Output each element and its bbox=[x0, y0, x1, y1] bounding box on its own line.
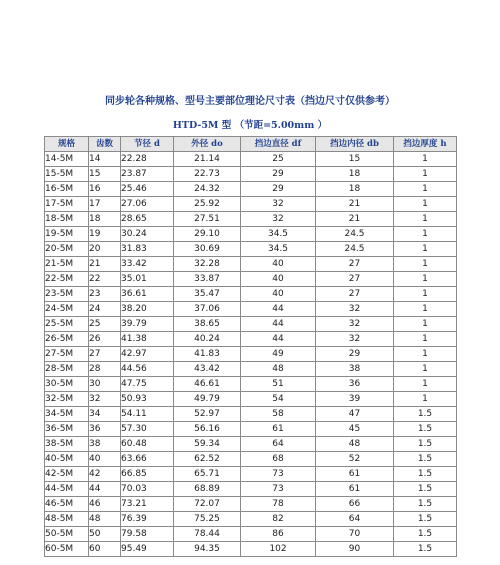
cell-spec: 48-5M bbox=[45, 512, 89, 527]
table-row bbox=[45, 422, 457, 437]
table-row bbox=[45, 272, 457, 287]
table-row bbox=[45, 212, 457, 227]
cell-teeth: 28 bbox=[89, 362, 121, 377]
cell-outer-dia: 33.87 bbox=[174, 272, 241, 287]
table-row bbox=[45, 362, 457, 377]
col-header-flange-inner-dia: 挡边内径 db bbox=[316, 137, 394, 152]
cell-teeth: 14 bbox=[89, 152, 121, 167]
cell-spec: 23-5M bbox=[45, 287, 89, 302]
col-header-pitch-dia: 节径 d bbox=[121, 137, 174, 152]
table-row bbox=[45, 482, 457, 497]
table-row bbox=[45, 167, 457, 182]
cell-flange-inner-dia: 47 bbox=[316, 407, 394, 422]
cell-teeth: 22 bbox=[89, 272, 121, 287]
cell-teeth: 60 bbox=[89, 542, 121, 557]
cell-pitch-dia: 60.48 bbox=[121, 437, 174, 452]
cell-teeth: 32 bbox=[89, 392, 121, 407]
cell-outer-dia: 38.65 bbox=[174, 317, 241, 332]
cell-flange-thickness: 1 bbox=[394, 257, 457, 272]
cell-flange-thickness: 1 bbox=[394, 317, 457, 332]
cell-teeth: 30 bbox=[89, 377, 121, 392]
cell-spec: 16-5M bbox=[45, 182, 89, 197]
cell-flange-dia: 102 bbox=[241, 542, 316, 557]
cell-flange-inner-dia: 27 bbox=[316, 257, 394, 272]
cell-outer-dia: 68.89 bbox=[174, 482, 241, 497]
table-body bbox=[45, 152, 457, 557]
cell-spec: 14-5M bbox=[45, 152, 89, 167]
cell-pitch-dia: 50.93 bbox=[121, 392, 174, 407]
cell-flange-inner-dia: 29 bbox=[316, 347, 394, 362]
cell-flange-inner-dia: 27 bbox=[316, 287, 394, 302]
table-row bbox=[45, 287, 457, 302]
cell-flange-inner-dia: 66 bbox=[316, 497, 394, 512]
cell-flange-inner-dia: 18 bbox=[316, 167, 394, 182]
cell-outer-dia: 41.83 bbox=[174, 347, 241, 362]
cell-pitch-dia: 70.03 bbox=[121, 482, 174, 497]
cell-outer-dia: 35.47 bbox=[174, 287, 241, 302]
cell-flange-dia: 44 bbox=[241, 302, 316, 317]
table-row bbox=[45, 332, 457, 347]
cell-pitch-dia: 79.58 bbox=[121, 527, 174, 542]
cell-flange-thickness: 1 bbox=[394, 212, 457, 227]
cell-spec: 17-5M bbox=[45, 197, 89, 212]
cell-teeth: 50 bbox=[89, 527, 121, 542]
cell-pitch-dia: 54.11 bbox=[121, 407, 174, 422]
cell-flange-thickness: 1 bbox=[394, 227, 457, 242]
cell-flange-thickness: 1 bbox=[394, 287, 457, 302]
cell-pitch-dia: 38.20 bbox=[121, 302, 174, 317]
cell-flange-inner-dia: 21 bbox=[316, 212, 394, 227]
col-header-outer-dia: 外径 do bbox=[174, 137, 241, 152]
cell-flange-inner-dia: 32 bbox=[316, 332, 394, 347]
cell-outer-dia: 52.97 bbox=[174, 407, 241, 422]
cell-flange-thickness: 1 bbox=[394, 272, 457, 287]
table-row bbox=[45, 227, 457, 242]
cell-pitch-dia: 27.06 bbox=[121, 197, 174, 212]
cell-outer-dia: 65.71 bbox=[174, 467, 241, 482]
table-row bbox=[45, 512, 457, 527]
cell-outer-dia: 37.06 bbox=[174, 302, 241, 317]
cell-spec: 20-5M bbox=[45, 242, 89, 257]
cell-flange-dia: 73 bbox=[241, 482, 316, 497]
cell-teeth: 24 bbox=[89, 302, 121, 317]
table-row bbox=[45, 242, 457, 257]
cell-flange-dia: 32 bbox=[241, 212, 316, 227]
cell-spec: 28-5M bbox=[45, 362, 89, 377]
cell-flange-thickness: 1 bbox=[394, 167, 457, 182]
cell-flange-inner-dia: 32 bbox=[316, 302, 394, 317]
cell-spec: 15-5M bbox=[45, 167, 89, 182]
cell-flange-thickness: 1.5 bbox=[394, 407, 457, 422]
cell-outer-dia: 49.79 bbox=[174, 392, 241, 407]
cell-flange-dia: 34.5 bbox=[241, 227, 316, 242]
cell-teeth: 46 bbox=[89, 497, 121, 512]
table-row bbox=[45, 467, 457, 482]
cell-flange-inner-dia: 18 bbox=[316, 182, 394, 197]
cell-spec: 22-5M bbox=[45, 272, 89, 287]
cell-flange-inner-dia: 24.5 bbox=[316, 242, 394, 257]
cell-outer-dia: 56.16 bbox=[174, 422, 241, 437]
cell-outer-dia: 29.10 bbox=[174, 227, 241, 242]
cell-teeth: 20 bbox=[89, 242, 121, 257]
cell-spec: 25-5M bbox=[45, 317, 89, 332]
table-row bbox=[45, 437, 457, 452]
cell-flange-thickness: 1.5 bbox=[394, 542, 457, 557]
cell-pitch-dia: 47.75 bbox=[121, 377, 174, 392]
cell-flange-inner-dia: 64 bbox=[316, 512, 394, 527]
table-header-row bbox=[45, 137, 457, 152]
cell-teeth: 16 bbox=[89, 182, 121, 197]
cell-spec: 26-5M bbox=[45, 332, 89, 347]
cell-outer-dia: 94.35 bbox=[174, 542, 241, 557]
cell-teeth: 21 bbox=[89, 257, 121, 272]
cell-flange-thickness: 1 bbox=[394, 152, 457, 167]
table-row bbox=[45, 302, 457, 317]
cell-flange-thickness: 1 bbox=[394, 242, 457, 257]
table-row bbox=[45, 407, 457, 422]
cell-pitch-dia: 22.28 bbox=[121, 152, 174, 167]
cell-pitch-dia: 28.65 bbox=[121, 212, 174, 227]
cell-flange-thickness: 1.5 bbox=[394, 497, 457, 512]
cell-flange-dia: 40 bbox=[241, 257, 316, 272]
cell-pitch-dia: 33.42 bbox=[121, 257, 174, 272]
cell-outer-dia: 27.51 bbox=[174, 212, 241, 227]
table-row bbox=[45, 152, 457, 167]
cell-spec: 36-5M bbox=[45, 422, 89, 437]
cell-outer-dia: 75.25 bbox=[174, 512, 241, 527]
cell-flange-dia: 25 bbox=[241, 152, 316, 167]
cell-teeth: 26 bbox=[89, 332, 121, 347]
table-row bbox=[45, 182, 457, 197]
cell-outer-dia: 25.92 bbox=[174, 197, 241, 212]
cell-flange-dia: 40 bbox=[241, 287, 316, 302]
cell-outer-dia: 46.61 bbox=[174, 377, 241, 392]
cell-outer-dia: 59.34 bbox=[174, 437, 241, 452]
cell-pitch-dia: 30.24 bbox=[121, 227, 174, 242]
cell-spec: 42-5M bbox=[45, 467, 89, 482]
cell-teeth: 18 bbox=[89, 212, 121, 227]
cell-pitch-dia: 42.97 bbox=[121, 347, 174, 362]
table-row bbox=[45, 377, 457, 392]
cell-spec: 18-5M bbox=[45, 212, 89, 227]
cell-pitch-dia: 35.01 bbox=[121, 272, 174, 287]
cell-outer-dia: 32.28 bbox=[174, 257, 241, 272]
cell-flange-thickness: 1 bbox=[394, 377, 457, 392]
cell-flange-dia: 49 bbox=[241, 347, 316, 362]
table-subtitle: HTD-5M 型 （节距=5.00mm ） bbox=[172, 120, 328, 131]
cell-flange-dia: 86 bbox=[241, 527, 316, 542]
cell-flange-thickness: 1.5 bbox=[394, 422, 457, 437]
cell-flange-inner-dia: 52 bbox=[316, 452, 394, 467]
cell-pitch-dia: 73.21 bbox=[121, 497, 174, 512]
cell-spec: 38-5M bbox=[45, 437, 89, 452]
cell-flange-inner-dia: 48 bbox=[316, 437, 394, 452]
cell-flange-dia: 48 bbox=[241, 362, 316, 377]
cell-teeth: 17 bbox=[89, 197, 121, 212]
cell-flange-dia: 58 bbox=[241, 407, 316, 422]
cell-pitch-dia: 41.38 bbox=[121, 332, 174, 347]
cell-flange-thickness: 1.5 bbox=[394, 437, 457, 452]
cell-flange-inner-dia: 15 bbox=[316, 152, 394, 167]
cell-spec: 50-5M bbox=[45, 527, 89, 542]
cell-flange-inner-dia: 45 bbox=[316, 422, 394, 437]
cell-flange-thickness: 1.5 bbox=[394, 452, 457, 467]
cell-pitch-dia: 25.46 bbox=[121, 182, 174, 197]
table-row bbox=[45, 347, 457, 362]
table-row bbox=[45, 197, 457, 212]
cell-flange-thickness: 1 bbox=[394, 392, 457, 407]
table-row bbox=[45, 527, 457, 542]
table-row bbox=[45, 317, 457, 332]
cell-teeth: 34 bbox=[89, 407, 121, 422]
cell-flange-inner-dia: 61 bbox=[316, 482, 394, 497]
cell-flange-thickness: 1 bbox=[394, 347, 457, 362]
cell-flange-inner-dia: 36 bbox=[316, 377, 394, 392]
cell-flange-inner-dia: 70 bbox=[316, 527, 394, 542]
cell-pitch-dia: 31.83 bbox=[121, 242, 174, 257]
cell-outer-dia: 72.07 bbox=[174, 497, 241, 512]
cell-spec: 40-5M bbox=[45, 452, 89, 467]
col-header-flange-dia: 挡边直径 df bbox=[241, 137, 316, 152]
cell-outer-dia: 24.32 bbox=[174, 182, 241, 197]
cell-pitch-dia: 76.39 bbox=[121, 512, 174, 527]
cell-flange-thickness: 1.5 bbox=[394, 482, 457, 497]
cell-pitch-dia: 66.85 bbox=[121, 467, 174, 482]
cell-spec: 27-5M bbox=[45, 347, 89, 362]
cell-flange-thickness: 1 bbox=[394, 362, 457, 377]
cell-spec: 46-5M bbox=[45, 497, 89, 512]
table-row bbox=[45, 452, 457, 467]
cell-flange-thickness: 1 bbox=[394, 332, 457, 347]
col-header-flange-thickness: 挡边厚度 h bbox=[394, 137, 457, 152]
cell-flange-thickness: 1 bbox=[394, 197, 457, 212]
cell-spec: 44-5M bbox=[45, 482, 89, 497]
cell-flange-dia: 44 bbox=[241, 332, 316, 347]
table-row bbox=[45, 497, 457, 512]
cell-flange-dia: 54 bbox=[241, 392, 316, 407]
cell-teeth: 42 bbox=[89, 467, 121, 482]
cell-outer-dia: 30.69 bbox=[174, 242, 241, 257]
cell-flange-thickness: 1.5 bbox=[394, 512, 457, 527]
cell-flange-inner-dia: 21 bbox=[316, 197, 394, 212]
cell-pitch-dia: 44.56 bbox=[121, 362, 174, 377]
cell-flange-inner-dia: 39 bbox=[316, 392, 394, 407]
cell-pitch-dia: 39.79 bbox=[121, 317, 174, 332]
cell-spec: 19-5M bbox=[45, 227, 89, 242]
cell-flange-dia: 44 bbox=[241, 317, 316, 332]
cell-flange-dia: 51 bbox=[241, 377, 316, 392]
cell-pitch-dia: 63.66 bbox=[121, 452, 174, 467]
cell-teeth: 19 bbox=[89, 227, 121, 242]
cell-teeth: 38 bbox=[89, 437, 121, 452]
cell-flange-thickness: 1 bbox=[394, 302, 457, 317]
cell-flange-dia: 61 bbox=[241, 422, 316, 437]
cell-teeth: 27 bbox=[89, 347, 121, 362]
cell-outer-dia: 22.73 bbox=[174, 167, 241, 182]
table-row bbox=[45, 392, 457, 407]
cell-spec: 60-5M bbox=[45, 542, 89, 557]
cell-flange-inner-dia: 27 bbox=[316, 272, 394, 287]
cell-spec: 34-5M bbox=[45, 407, 89, 422]
cell-flange-dia: 64 bbox=[241, 437, 316, 452]
cell-flange-dia: 82 bbox=[241, 512, 316, 527]
cell-teeth: 36 bbox=[89, 422, 121, 437]
cell-spec: 32-5M bbox=[45, 392, 89, 407]
cell-teeth: 44 bbox=[89, 482, 121, 497]
cell-pitch-dia: 36.61 bbox=[121, 287, 174, 302]
cell-flange-dia: 29 bbox=[241, 167, 316, 182]
cell-flange-dia: 78 bbox=[241, 497, 316, 512]
cell-flange-thickness: 1 bbox=[394, 182, 457, 197]
cell-spec: 24-5M bbox=[45, 302, 89, 317]
cell-flange-dia: 68 bbox=[241, 452, 316, 467]
spec-table bbox=[44, 136, 457, 557]
cell-flange-inner-dia: 24.5 bbox=[316, 227, 394, 242]
cell-outer-dia: 40.24 bbox=[174, 332, 241, 347]
cell-spec: 30-5M bbox=[45, 377, 89, 392]
cell-outer-dia: 43.42 bbox=[174, 362, 241, 377]
cell-outer-dia: 78.44 bbox=[174, 527, 241, 542]
cell-flange-dia: 40 bbox=[241, 272, 316, 287]
col-header-spec: 规格 bbox=[45, 137, 89, 152]
cell-flange-inner-dia: 61 bbox=[316, 467, 394, 482]
cell-flange-inner-dia: 90 bbox=[316, 542, 394, 557]
cell-teeth: 15 bbox=[89, 167, 121, 182]
cell-pitch-dia: 57.30 bbox=[121, 422, 174, 437]
cell-flange-dia: 73 bbox=[241, 467, 316, 482]
cell-pitch-dia: 95.49 bbox=[121, 542, 174, 557]
cell-teeth: 40 bbox=[89, 452, 121, 467]
cell-flange-thickness: 1.5 bbox=[394, 467, 457, 482]
col-header-teeth: 齿数 bbox=[89, 137, 121, 152]
cell-teeth: 25 bbox=[89, 317, 121, 332]
cell-flange-thickness: 1.5 bbox=[394, 527, 457, 542]
cell-flange-dia: 34.5 bbox=[241, 242, 316, 257]
cell-flange-dia: 29 bbox=[241, 182, 316, 197]
table-row bbox=[45, 257, 457, 272]
cell-flange-inner-dia: 32 bbox=[316, 317, 394, 332]
document-title: 同步轮各种规格、型号主要部位理论尺寸表（挡边尺寸仅供参考） bbox=[105, 96, 395, 107]
cell-pitch-dia: 23.87 bbox=[121, 167, 174, 182]
cell-outer-dia: 62.52 bbox=[174, 452, 241, 467]
cell-flange-dia: 32 bbox=[241, 197, 316, 212]
cell-flange-inner-dia: 38 bbox=[316, 362, 394, 377]
cell-teeth: 48 bbox=[89, 512, 121, 527]
cell-outer-dia: 21.14 bbox=[174, 152, 241, 167]
cell-teeth: 23 bbox=[89, 287, 121, 302]
cell-spec: 21-5M bbox=[45, 257, 89, 272]
table-row bbox=[45, 542, 457, 557]
